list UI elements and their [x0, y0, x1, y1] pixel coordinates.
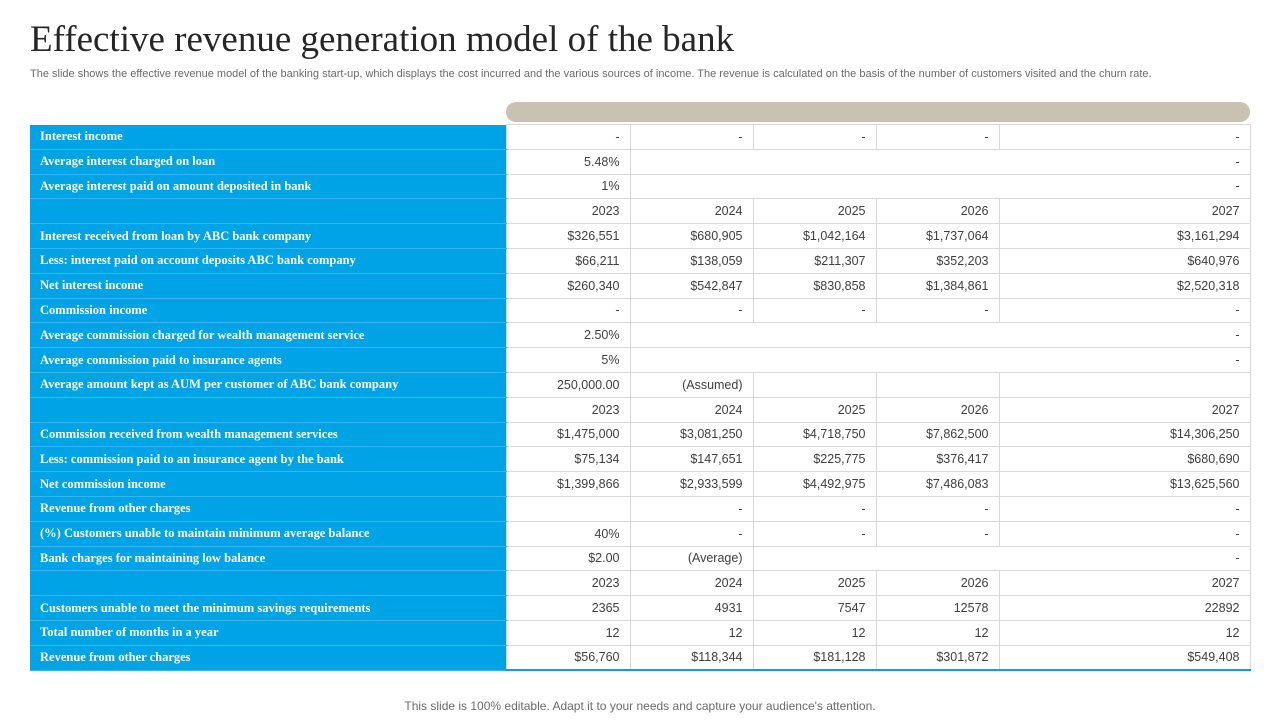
table-cell	[753, 372, 876, 397]
year-header: 2023	[506, 571, 630, 596]
row-label: Interest income	[30, 125, 506, 150]
table-cell: 12	[753, 620, 876, 645]
table-cell: $3,081,250	[630, 422, 753, 447]
year-header: 2023	[506, 397, 630, 422]
table-row	[30, 174, 1250, 199]
table-cell: -	[506, 298, 630, 323]
table-row	[30, 149, 1250, 174]
table-cell: $7,862,500	[876, 422, 999, 447]
table-cell: -	[753, 496, 876, 521]
table-cell: $181,128	[753, 645, 876, 670]
year-header: 2024	[630, 199, 753, 224]
table-cell: 4931	[630, 596, 753, 621]
table-cell: 12	[876, 620, 999, 645]
table-cell: $75,134	[506, 447, 630, 472]
year-header: 2025	[753, 571, 876, 596]
year-header: 2024	[630, 571, 753, 596]
table-cell: (Assumed)	[630, 372, 753, 397]
table-cell: -	[630, 496, 753, 521]
table-cell: -	[630, 348, 1250, 373]
row-label: Bank charges for maintaining low balance	[30, 546, 506, 571]
row-label: Interest received from loan by ABC bank company	[30, 224, 506, 249]
row-label: Commission income	[30, 298, 506, 323]
table-row	[30, 298, 1250, 323]
row-label: Net commission income	[30, 472, 506, 497]
year-header: 2027	[999, 397, 1250, 422]
table-cell	[876, 372, 999, 397]
row-label: Average interest paid on amount deposited in bank	[30, 174, 506, 199]
year-header: 2026	[876, 397, 999, 422]
table-row	[30, 645, 1250, 670]
year-header: 2026	[876, 199, 999, 224]
year-header: 2027	[999, 199, 1250, 224]
row-label: Average commission charged for wealth management service	[30, 323, 506, 348]
table-cell: $7,486,083	[876, 472, 999, 497]
table-cell: 22892	[999, 596, 1250, 621]
table-row	[30, 248, 1250, 273]
year-header: 2023	[506, 199, 630, 224]
row-label: Commission received from wealth management services	[30, 422, 506, 447]
table-cell: $1,042,164	[753, 224, 876, 249]
table-cell: $326,551	[506, 224, 630, 249]
table-cell: $680,690	[999, 447, 1250, 472]
table-cell: -	[876, 521, 999, 546]
table-row	[30, 521, 1250, 546]
table-cell: 2365	[506, 596, 630, 621]
table-cell: -	[753, 298, 876, 323]
table-row	[30, 199, 1250, 224]
table-cell: 12	[999, 620, 1250, 645]
table-cell: $1,399,866	[506, 472, 630, 497]
table-cell: -	[630, 298, 753, 323]
table-cell: $1,737,064	[876, 224, 999, 249]
table-cell: -	[999, 125, 1250, 150]
table-cell: -	[876, 298, 999, 323]
table-cell: -	[630, 323, 1250, 348]
table-cell: $138,059	[630, 248, 753, 273]
row-label: Revenue from other charges	[30, 645, 506, 670]
table-cell: 12	[630, 620, 753, 645]
year-header: 2025	[753, 397, 876, 422]
row-label: Average amount kept as AUM per customer of ABC bank company	[30, 372, 506, 397]
revenue-model-table	[30, 124, 1251, 671]
table-cell: $14,306,250	[999, 422, 1250, 447]
table-cell: 5%	[506, 348, 630, 373]
table-cell: $2,933,599	[630, 472, 753, 497]
table-cell: 40%	[506, 521, 630, 546]
row-label	[30, 397, 506, 422]
row-label: Less: interest paid on account deposits ABC bank company	[30, 248, 506, 273]
table-cell: $13,625,560	[999, 472, 1250, 497]
row-label: Net interest income	[30, 273, 506, 298]
table-row	[30, 447, 1250, 472]
table-row	[30, 273, 1250, 298]
table-cell: -	[630, 174, 1250, 199]
row-label: Revenue from other charges	[30, 496, 506, 521]
year-header: 2027	[999, 571, 1250, 596]
row-label	[30, 199, 506, 224]
table-cell: -	[506, 125, 630, 150]
table-cell: 12	[506, 620, 630, 645]
table-cell: -	[630, 149, 1250, 174]
table-cell: $4,492,975	[753, 472, 876, 497]
table-cell: -	[630, 125, 753, 150]
row-label: Customers unable to meet the minimum savings requirements	[30, 596, 506, 621]
table-row	[30, 546, 1250, 571]
row-label: Average commission paid to insurance agents	[30, 348, 506, 373]
table-cell: $118,344	[630, 645, 753, 670]
table-cell: -	[999, 298, 1250, 323]
table-cell: -	[999, 521, 1250, 546]
table-cell: $3,161,294	[999, 224, 1250, 249]
table-cell: $640,976	[999, 248, 1250, 273]
header-bar	[506, 102, 1250, 122]
table-row	[30, 620, 1250, 645]
table-row	[30, 422, 1250, 447]
table-row	[30, 397, 1250, 422]
table-cell: -	[753, 546, 1250, 571]
table-cell: $1,384,861	[876, 273, 999, 298]
row-label	[30, 571, 506, 596]
table-cell: -	[999, 496, 1250, 521]
table-cell: $225,775	[753, 447, 876, 472]
table-cell: $2,520,318	[999, 273, 1250, 298]
table-cell: $1,475,000	[506, 422, 630, 447]
table-cell: $147,651	[630, 447, 753, 472]
table-cell: $830,858	[753, 273, 876, 298]
table-cell: 12578	[876, 596, 999, 621]
table-cell: $301,872	[876, 645, 999, 670]
table-row	[30, 496, 1250, 521]
table-cell: $260,340	[506, 273, 630, 298]
table-cell	[506, 496, 630, 521]
year-header: 2025	[753, 199, 876, 224]
row-label: Average interest charged on loan	[30, 149, 506, 174]
table-row	[30, 348, 1250, 373]
table-cell: $542,847	[630, 273, 753, 298]
table-row	[30, 571, 1250, 596]
table-cell: 5.48%	[506, 149, 630, 174]
table-cell: $2.00	[506, 546, 630, 571]
table-cell: 2.50%	[506, 323, 630, 348]
table-cell: -	[876, 496, 999, 521]
page-title: Effective revenue generation model of the bank	[30, 19, 735, 60]
page-subtitle: The slide shows the effective revenue model of the banking start-up, which displays the cost incurred and the various sources of income. The revenue is calculated on the basis of the number of customers visited and the churn rate.	[30, 68, 1152, 80]
table-row	[30, 224, 1250, 249]
table-row	[30, 596, 1250, 621]
table-cell: 7547	[753, 596, 876, 621]
table-cell: $56,760	[506, 645, 630, 670]
table-cell: -	[753, 521, 876, 546]
row-label: (%) Customers unable to maintain minimum average balance	[30, 521, 506, 546]
year-header: 2024	[630, 397, 753, 422]
table-cell	[999, 372, 1250, 397]
table-cell: $376,417	[876, 447, 999, 472]
table-cell: 250,000.00	[506, 372, 630, 397]
table-row	[30, 472, 1250, 497]
table-cell: $549,408	[999, 645, 1250, 670]
row-label: Total number of months in a year	[30, 620, 506, 645]
table-cell: $211,307	[753, 248, 876, 273]
table-cell: 1%	[506, 174, 630, 199]
table-cell: $4,718,750	[753, 422, 876, 447]
table-cell: (Average)	[630, 546, 753, 571]
row-label: Less: commission paid to an insurance agent by the bank	[30, 447, 506, 472]
year-header: 2026	[876, 571, 999, 596]
table-cell: $66,211	[506, 248, 630, 273]
table-cell: -	[630, 521, 753, 546]
table-cell: -	[753, 125, 876, 150]
table-row	[30, 323, 1250, 348]
table-cell: $680,905	[630, 224, 753, 249]
table-row	[30, 125, 1250, 150]
table-row	[30, 372, 1250, 397]
footer-note: This slide is 100% editable. Adapt it to your needs and capture your audience's attention.	[404, 699, 876, 713]
table-cell: $352,203	[876, 248, 999, 273]
table-cell: -	[876, 125, 999, 150]
